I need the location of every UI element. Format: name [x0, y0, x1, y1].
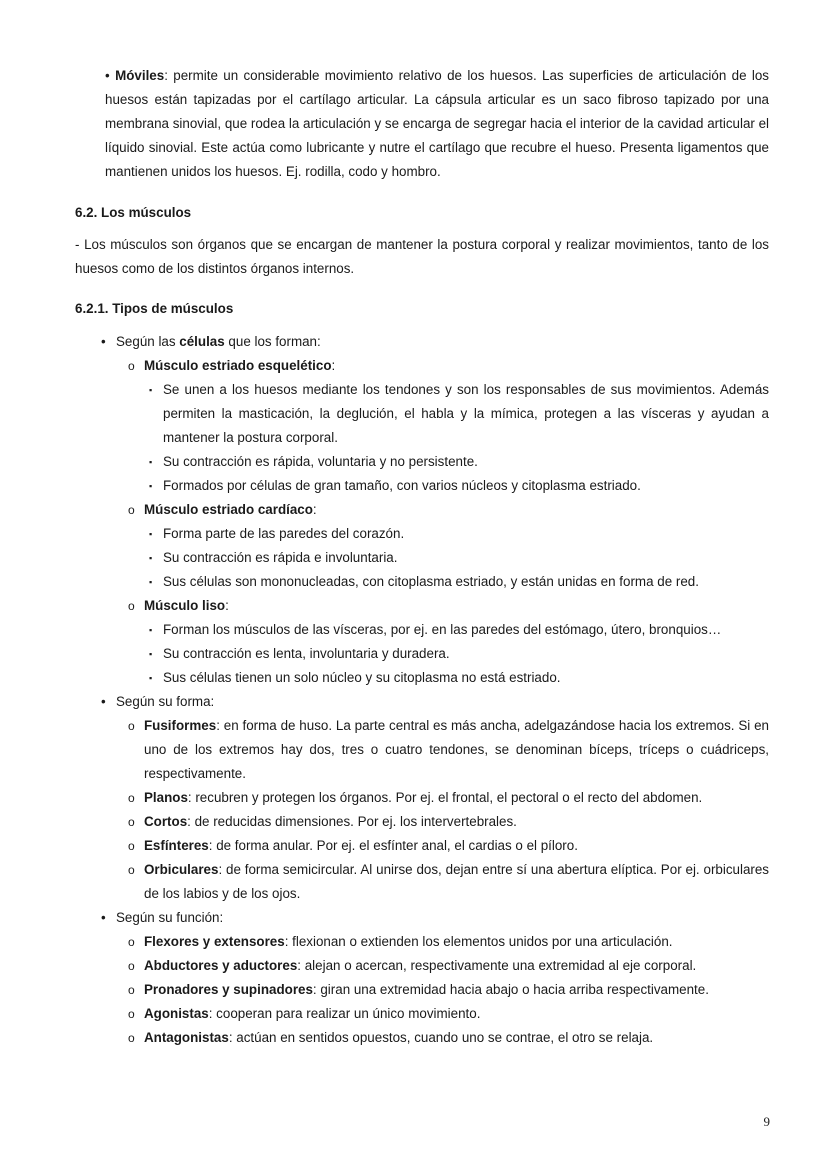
item-text: : en forma de huso. La parte central es más ancha, adelgazándose hacia los extremos. Si en uno de los extremos hay dos, tres o cuatro tendones, se denominan bíceps, tríceps o cuádriceps, respectivamente.: [144, 718, 769, 781]
forma-sublist: [128, 714, 769, 906]
funcion-sublist: [128, 930, 769, 1050]
term-cardiaco: Músculo estriado cardíaco: [144, 502, 313, 517]
term: Antagonistas: [144, 1030, 229, 1045]
item-text: : de forma semicircular. Al unirse dos, dejan entre sí una abertura elíptica. Por ej. orbiculares de los labios y de los ojos.: [144, 862, 769, 901]
list-item: [128, 930, 769, 954]
bullet: o: [128, 359, 135, 373]
bullet: o: [128, 839, 135, 853]
bullet: ▪: [149, 481, 153, 491]
bullet: •: [101, 334, 106, 349]
bullet: o: [128, 1031, 135, 1045]
moviles-text: : permite un considerable movimiento relativo de los huesos. Las superficies de articulación de los huesos están tapizadas por el cartílago articular. La cápsula articular es un saco fibroso tapizado por una membrana sinovial, que rodea la articulación y se encarga de segregar hacia el interior de la cavidad articular el líquido sinovial. Este actúa como lubricante y nutre el cartílago que recubre el hueso. Presenta ligamentos que mantienen unidos los huesos. Ej. rodilla, codo y hombro.: [105, 68, 769, 179]
list-item: [149, 546, 769, 570]
term: Fusiformes: [144, 718, 217, 733]
term-esqueletico: Músculo estriado esquelético: [144, 358, 332, 373]
list-item: [128, 858, 769, 906]
list-item-forma: [101, 690, 769, 906]
list-item: [128, 1002, 769, 1026]
paragraph-musculos-intro: - Los músculos son órganos que se encargan de mantener la postura corporal y realizar movimientos, tanto de los huesos como de los distintos órganos internos.: [75, 237, 769, 276]
item-text: : cooperan para realizar un único movimiento.: [208, 1006, 481, 1021]
celulas-pre: Según las: [116, 334, 180, 349]
list-item: [128, 954, 769, 978]
list-item: [149, 378, 769, 450]
item-text: : de forma anular. Por ej. el esfínter anal, el cardias o el píloro.: [208, 838, 578, 853]
liso-sublist: [149, 618, 769, 690]
term: Cortos: [144, 814, 188, 829]
bullet: o: [128, 503, 135, 517]
bullet: o: [128, 959, 135, 973]
paragraph-moviles: [105, 64, 769, 184]
celulas-post: que los forman:: [224, 334, 321, 349]
tipos-list-container: [101, 330, 769, 1050]
term: Abductores y aductores: [144, 958, 298, 973]
list-item-liso: [128, 594, 769, 690]
list-item: [128, 810, 769, 834]
list-item: [128, 978, 769, 1002]
list-item: [149, 450, 769, 474]
colon: :: [225, 598, 229, 613]
term: Agonistas: [144, 1006, 209, 1021]
item-text: : recubren y protegen los órganos. Por ej. el frontal, el pectoral o el recto del abdomen.: [187, 790, 703, 805]
bullet: o: [128, 599, 135, 613]
funcion-label: Según su función:: [116, 910, 224, 925]
list-item: [128, 786, 769, 810]
term-moviles: Móviles: [115, 68, 165, 83]
bullet: o: [128, 935, 135, 949]
bullet: ▪: [149, 649, 153, 659]
list-item: [149, 474, 769, 498]
tipos-list: [101, 330, 769, 1050]
item-text: Su contracción es lenta, involuntaria y duradera.: [163, 646, 450, 661]
item-text: Su contracción es rápida, voluntaria y no persistente.: [163, 454, 478, 469]
heading-tipos-de-musculos: 6.2.1. Tipos de músculos: [75, 301, 234, 316]
term: Planos: [144, 790, 188, 805]
colon: :: [331, 358, 336, 373]
list-item: [149, 666, 769, 690]
bullet: •: [101, 910, 106, 925]
list-item-celulas: [101, 330, 769, 690]
item-text: Forman los músculos de las vísceras, por ej. en las paredes del estómago, útero, bronquios…: [163, 622, 722, 637]
bullet: ▪: [149, 385, 153, 395]
list-item-esqueletico: [128, 354, 769, 498]
list-item: [149, 522, 769, 546]
item-text: Se unen a los huesos mediante los tendones y son los responsables de sus movimientos. Además permiten la masticación, la deglución, el habla y la mímica, protegen a las vísceras y ayudan a mantener la postura corporal.: [163, 382, 769, 445]
term: Orbiculares: [144, 862, 219, 877]
item-text: Forma parte de las paredes del corazón.: [163, 526, 405, 541]
term: Esfínteres: [144, 838, 209, 853]
term-liso: Músculo liso: [144, 598, 226, 613]
term: Flexores y extensores: [144, 934, 285, 949]
bullet: o: [128, 719, 135, 733]
heading-los-musculos: 6.2. Los músculos: [75, 205, 192, 220]
bullet: ▪: [149, 577, 153, 587]
list-item-cardiaco: [128, 498, 769, 594]
list-item: [149, 642, 769, 666]
bullet: o: [128, 815, 135, 829]
item-text: : de reducidas dimensiones. Por ej. los intervertebrales.: [187, 814, 517, 829]
cardiaco-sublist: [149, 522, 769, 594]
list-item: [149, 618, 769, 642]
bullet: ▪: [149, 673, 153, 683]
item-text: Su contracción es rápida e involuntaria.: [163, 550, 398, 565]
esqueletico-sublist: [149, 378, 769, 498]
list-item: [128, 834, 769, 858]
page-number: 9: [763, 1114, 770, 1129]
list-item: [128, 1026, 769, 1050]
item-text: : actúan en sentidos opuestos, cuando uno se contrae, el otro se relaja.: [228, 1030, 654, 1045]
bullet: o: [128, 1007, 135, 1021]
item-text: Sus células son mononucleadas, con citoplasma estriado, y están unidas en forma de red.: [163, 574, 699, 589]
item-text: : flexionan o extienden los elementos unidos por una articulación.: [284, 934, 673, 949]
list-item: [149, 570, 769, 594]
celulas-sublist: [128, 354, 769, 690]
list-item: [128, 714, 769, 786]
bullet: ▪: [149, 529, 153, 539]
item-text: : giran una extremidad hacia abajo o hacia arriba respectivamente.: [312, 982, 709, 997]
bullet: •: [101, 694, 106, 709]
term: Pronadores y supinadores: [144, 982, 313, 997]
bullet: o: [128, 863, 135, 877]
bullet: ▪: [149, 625, 153, 635]
bullet: ▪: [149, 457, 153, 467]
bullet: o: [128, 983, 135, 997]
colon: :: [312, 502, 317, 517]
term-celulas: células: [179, 334, 225, 349]
bullet: •: [105, 68, 110, 83]
item-text: Formados por células de gran tamaño, con varios núcleos y citoplasma estriado.: [163, 478, 641, 493]
item-text: : alejan o acercan, respectivamente una extremidad al eje corporal.: [297, 958, 697, 973]
bullet: ▪: [149, 553, 153, 563]
forma-label: Según su forma:: [116, 694, 215, 709]
bullet: o: [128, 791, 135, 805]
list-item-funcion: [101, 906, 769, 1050]
item-text: Sus células tienen un solo núcleo y su citoplasma no está estriado.: [163, 670, 561, 685]
